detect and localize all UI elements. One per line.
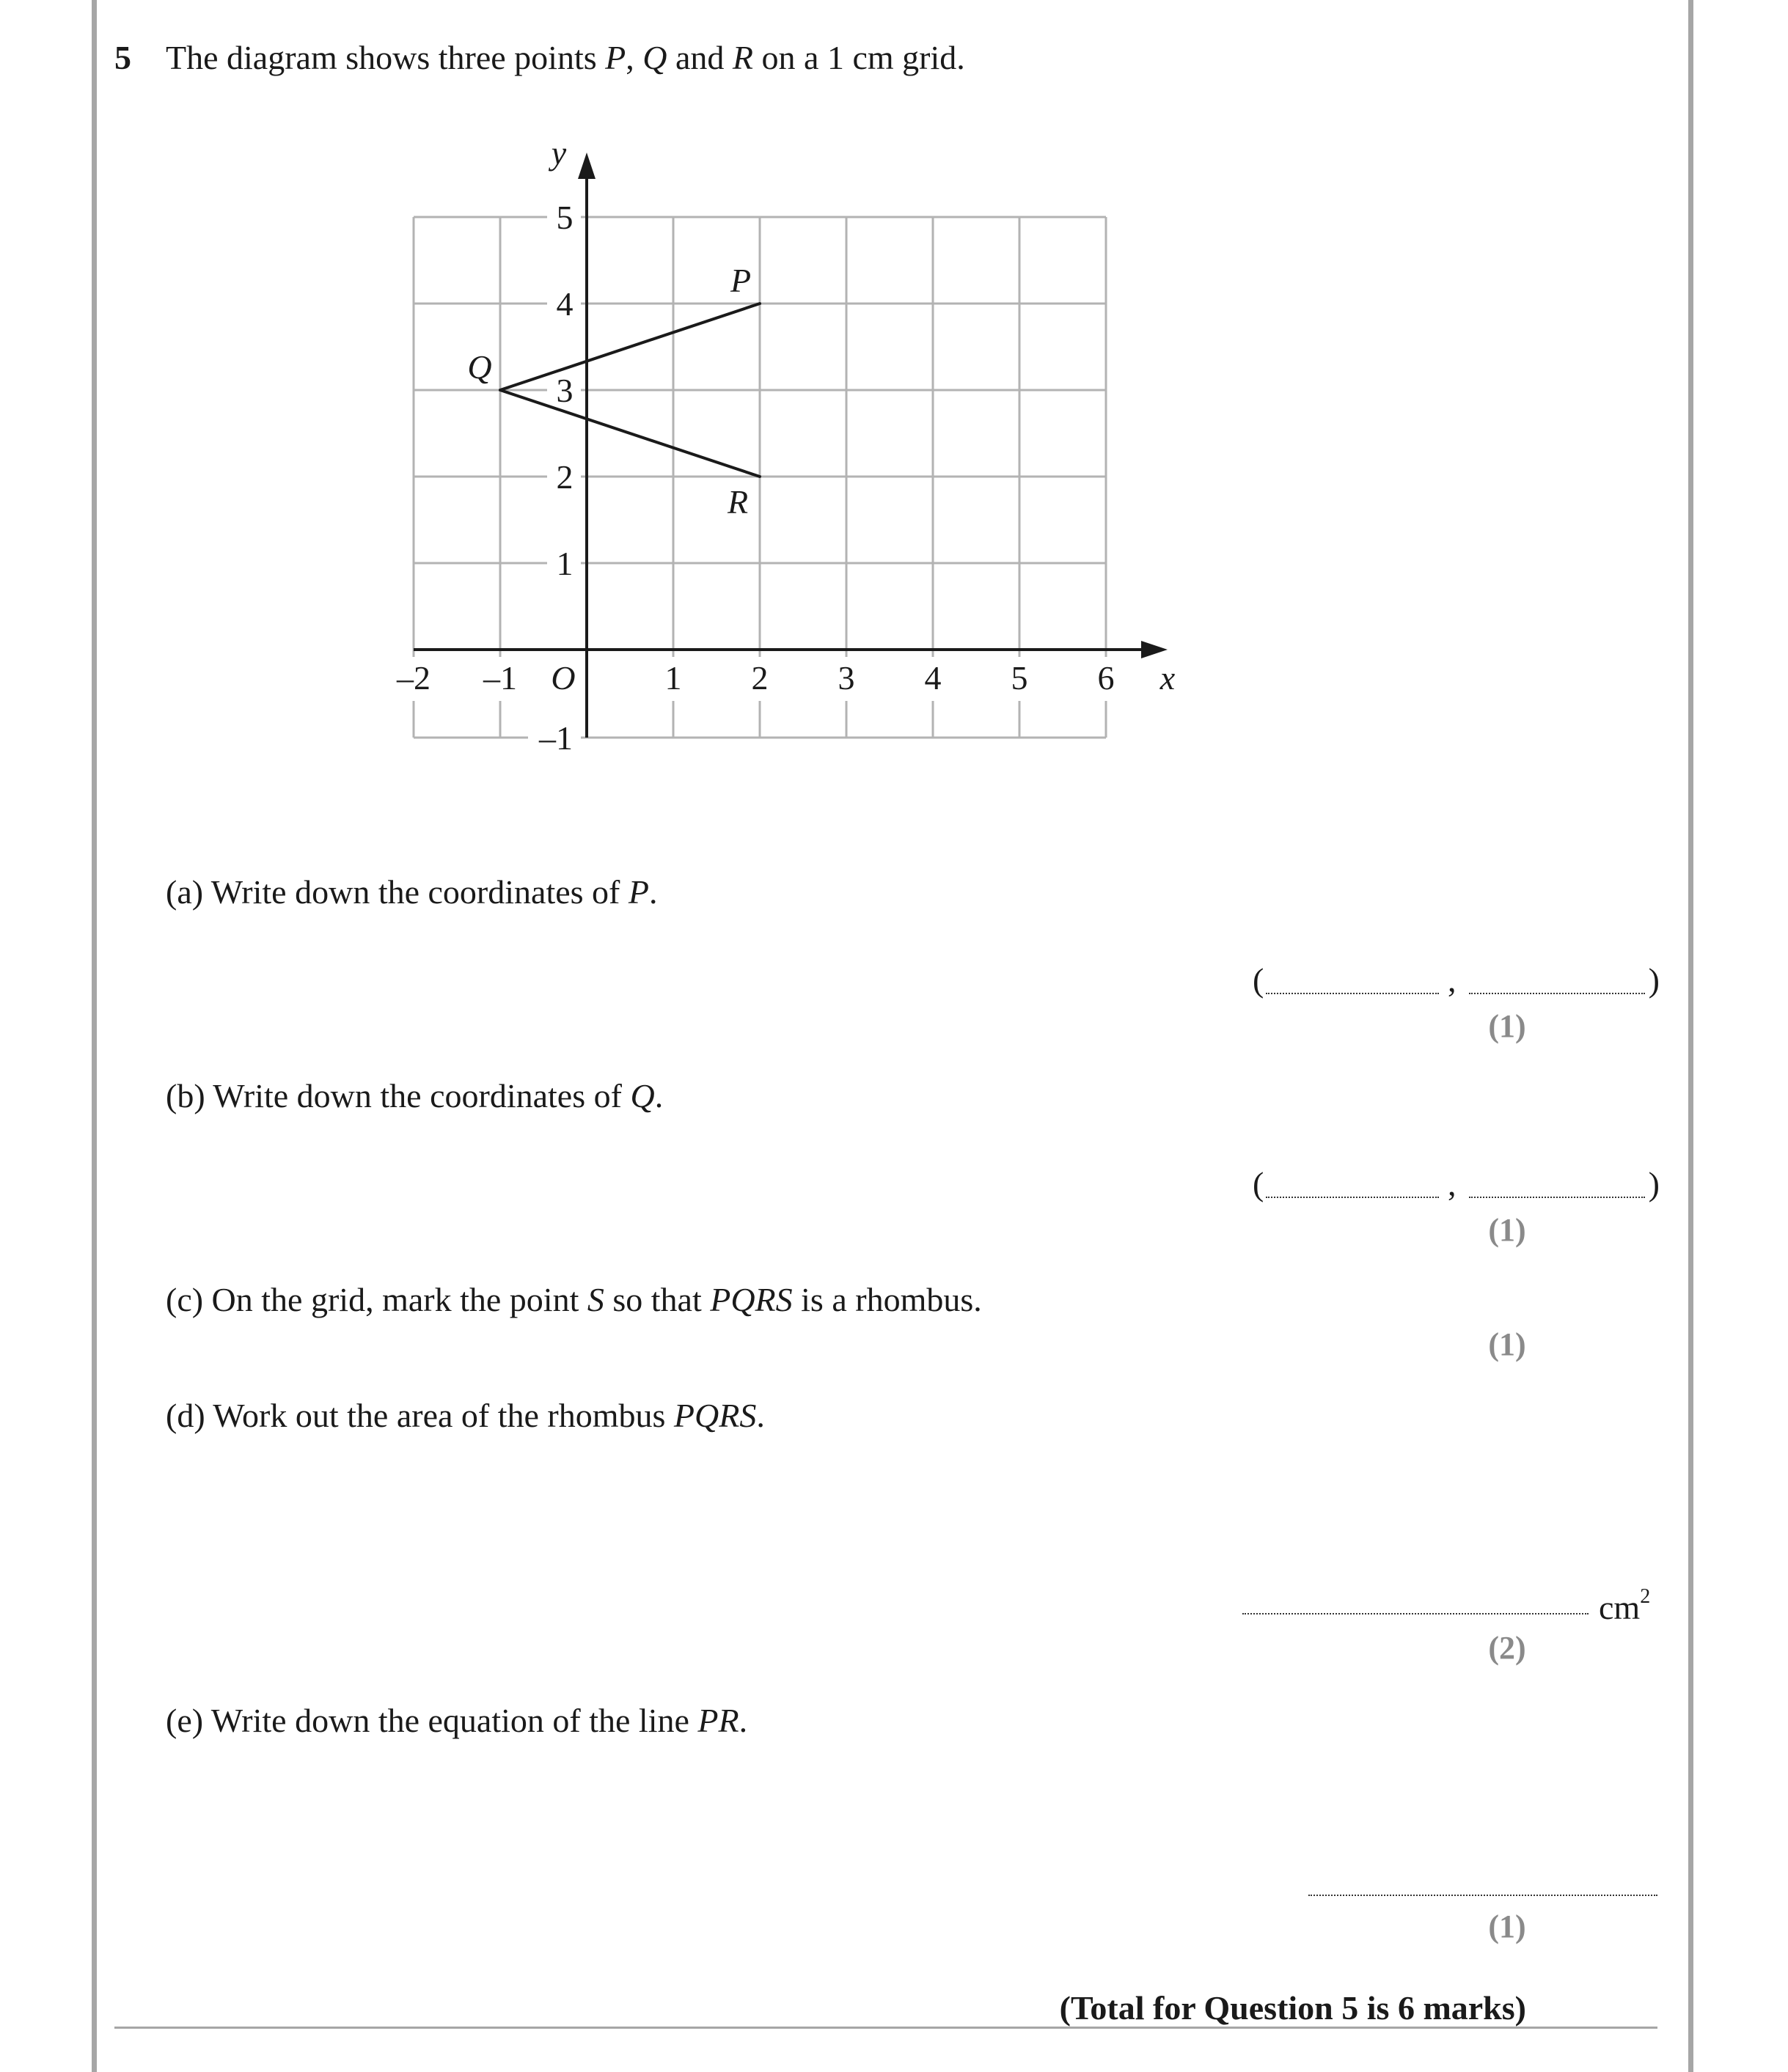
paren-close: ) <box>1648 961 1660 999</box>
answer-y-field[interactable] <box>1469 993 1645 994</box>
x-tick-label: 3 <box>838 659 855 697</box>
intro-var-r: R <box>732 39 754 76</box>
part-d-text: (d) Work out the area of the rhombus <box>166 1397 674 1434</box>
part-a-answer[interactable] <box>1253 963 1660 1000</box>
part-a-question <box>166 875 657 909</box>
point-label-p: P <box>730 262 752 299</box>
answer-x-field[interactable] <box>1266 1197 1439 1198</box>
x-tick-label: –2 <box>397 659 430 697</box>
coordinate-grid-diagram[interactable] <box>0 0 1788 821</box>
x-axis-arrowhead <box>1141 641 1168 658</box>
question-total: (Total for Question 5 is 6 marks) <box>1059 1989 1526 2027</box>
line-qr <box>500 390 760 477</box>
part-e-mark: (1) <box>1488 1908 1526 1944</box>
x-tick-label: 6 <box>1097 659 1115 697</box>
part-b-end: . <box>654 1077 664 1114</box>
part-a-mark: (1) <box>1488 1008 1526 1044</box>
y-tick-label: 3 <box>556 372 574 409</box>
axes <box>414 153 1168 738</box>
intro-sep-2: and <box>667 39 733 76</box>
part-e-end: . <box>739 1702 748 1739</box>
part-a-end: . <box>648 873 658 911</box>
intro-text-end: on a 1 cm grid. <box>753 39 965 76</box>
part-e-question <box>166 1704 747 1738</box>
paren-open: ( <box>1253 1165 1264 1202</box>
part-c-var-s: S <box>587 1281 604 1318</box>
part-a-var: P <box>628 873 649 911</box>
x-tick-label: 1 <box>664 659 682 697</box>
part-d-unit <box>1599 1585 1651 1626</box>
line-qp <box>500 304 760 390</box>
part-e-var: PR <box>697 1702 739 1739</box>
part-c-mid: so that <box>604 1281 711 1318</box>
part-b-answer[interactable] <box>1253 1167 1660 1204</box>
y-axis-arrowhead <box>578 153 596 179</box>
origin-label: O <box>551 659 576 697</box>
part-c-end: is a rhombus. <box>792 1281 982 1318</box>
intro-text-start: The diagram shows three points <box>166 39 606 76</box>
part-c-var-pqrs: PQRS <box>710 1281 793 1318</box>
part-d-var: PQRS <box>673 1397 757 1434</box>
part-d-answer-field[interactable] <box>1242 1613 1589 1614</box>
x-tick-label: –1 <box>483 659 517 697</box>
y-axis-label: y <box>551 134 567 172</box>
question-number: 5 <box>114 39 131 76</box>
part-d-end: . <box>756 1397 765 1434</box>
comma: , <box>1448 961 1457 999</box>
answer-y-field[interactable] <box>1469 1197 1645 1198</box>
part-c-text: (c) On the grid, mark the point <box>166 1281 587 1318</box>
part-b-question <box>166 1079 663 1113</box>
x-tick-label: 4 <box>924 659 942 697</box>
part-d-mark: (2) <box>1488 1630 1526 1666</box>
y-tick-label: 2 <box>556 458 574 496</box>
answer-x-field[interactable] <box>1266 993 1439 994</box>
part-e-text: (e) Write down the equation of the line <box>166 1702 698 1739</box>
point-label-r: R <box>727 483 749 521</box>
part-e-answer-field[interactable] <box>1308 1895 1657 1896</box>
part-b-var: Q <box>630 1077 655 1114</box>
unit-superscript: 2 <box>1640 1585 1651 1608</box>
part-c-question <box>166 1283 982 1317</box>
y-tick-label: 1 <box>556 545 574 582</box>
part-a-text: (a) Write down the coordinates of <box>166 873 629 911</box>
part-b-text: (b) Write down the coordinates of <box>166 1077 631 1114</box>
paren-close: ) <box>1648 1165 1660 1202</box>
x-tick-label: 5 <box>1011 659 1028 697</box>
y-tick-label: 4 <box>556 285 574 323</box>
point-label-q: Q <box>467 348 492 386</box>
part-b-mark: (1) <box>1488 1212 1526 1248</box>
y-tick-label: 5 <box>556 199 574 236</box>
bottom-rule <box>114 2027 1657 2029</box>
y-tick-label: –1 <box>539 719 573 757</box>
intro-sep-1: , <box>626 39 643 76</box>
part-c-mark: (1) <box>1488 1326 1526 1362</box>
tick-labels <box>396 134 1176 757</box>
intro-var-p: P <box>605 39 626 76</box>
part-d-question <box>166 1399 765 1433</box>
x-tick-label: 2 <box>751 659 769 697</box>
comma: , <box>1448 1165 1457 1202</box>
unit-text: cm <box>1599 1589 1641 1626</box>
intro-var-q: Q <box>642 39 667 76</box>
paren-open: ( <box>1253 961 1264 999</box>
x-axis-label: x <box>1159 659 1176 697</box>
